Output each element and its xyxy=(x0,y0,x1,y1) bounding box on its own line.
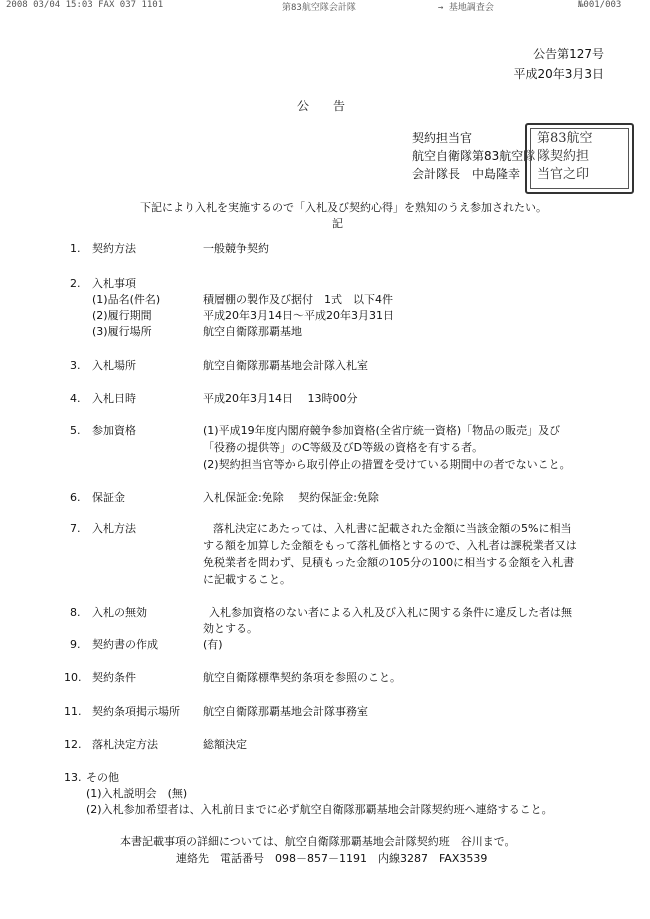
item-6-label: 保証金 xyxy=(92,491,125,504)
item-3-number: 3. xyxy=(70,359,81,372)
issuer-unit: 航空自衛隊第83航空隊 xyxy=(412,149,536,163)
item-5-number: 5. xyxy=(70,424,81,437)
item-5-line-2: 「役務の提供等」のC等級及びD等級の資格を有する者。 xyxy=(203,441,484,454)
item-7-number: 7. xyxy=(70,522,81,535)
item-12-number: 12. xyxy=(64,738,82,751)
item-13-line-2: (2)入札参加希望者は、入札前日までに必ず航空自衛隊那覇基地会計隊契約班へ連絡すること。 xyxy=(86,803,553,816)
fax-header-page: №001/003 xyxy=(578,0,622,10)
item-7-label: 入札方法 xyxy=(92,522,136,535)
item-11-label: 契約条項掲示場所 xyxy=(92,705,180,718)
item-7-line-3: 免税業者を問わず、見積もった金額の105分の100に相当する金額を入札書 xyxy=(203,556,575,569)
item-2-label: 入札事項 xyxy=(92,277,136,290)
item-8-line-2: 効とする。 xyxy=(203,622,258,635)
item-13-line-1: (1)入札説明会 (無) xyxy=(86,787,188,800)
item-9-number: 9. xyxy=(70,638,81,651)
item-5-line-3: (2)契約担当官等から取引停止の措置を受けている期間中の者でないこと。 xyxy=(203,458,571,471)
intro-text: 下記により入札を実施するので「入札及び契約心得」を熟知のうえ参加されたい。 xyxy=(140,201,547,214)
official-seal xyxy=(525,123,634,194)
issuer-name: 会計隊長 中島隆幸 xyxy=(412,167,521,181)
seal-text-line2: 隊契約担 xyxy=(537,149,590,164)
fax-header-recipient: → 基地調査会 xyxy=(438,3,494,13)
item-7-line-2: する額を加算した金額をもって落札価格とするので、入札者は課税業者又は xyxy=(203,539,577,552)
item-5-label: 参加資格 xyxy=(92,424,136,437)
item-2-sub-3-value: 航空自衛隊那覇基地 xyxy=(203,325,302,338)
item-4-number: 4. xyxy=(70,392,81,405)
item-10-label: 契約条件 xyxy=(92,671,136,684)
item-2-sub-2-label: (2)履行期間 xyxy=(92,309,152,322)
item-4-label: 入札日時 xyxy=(92,392,136,405)
item-5-line-1: (1)平成19年度内閣府競争参加資格(全省庁統一資格)「物品の販売」及び xyxy=(203,424,561,437)
item-2-sub-2-value: 平成20年3月14日～平成20年3月31日 xyxy=(203,309,394,322)
page-title: 公 告 xyxy=(297,99,346,113)
item-11-value: 航空自衛隊那覇基地会計隊事務室 xyxy=(203,705,368,718)
item-4-value: 平成20年3月14日 13時00分 xyxy=(203,392,358,405)
item-11-number: 11. xyxy=(64,705,82,718)
item-13-label: その他 xyxy=(86,771,119,784)
item-2-number: 2. xyxy=(70,277,81,290)
item-12-label: 落札決定方法 xyxy=(92,738,158,751)
issuer-title: 契約担当官 xyxy=(412,131,473,145)
item-3-value: 航空自衛隊那覇基地会計隊入札室 xyxy=(203,359,368,372)
notice-number: 公告第127号 xyxy=(533,47,604,61)
item-3-label: 入札場所 xyxy=(92,359,136,372)
item-6-value: 入札保証金:免除 契約保証金:免除 xyxy=(203,491,379,504)
fax-header-left: 2008 03/04 15:03 FAX 037 1101 xyxy=(6,0,164,10)
item-8-line-1: 入札参加資格のない者による入札及び入札に関する条件に違反した者は無 xyxy=(209,606,572,619)
item-10-value: 航空自衛隊標準契約条項を参照のこと。 xyxy=(203,671,401,684)
item-13-number: 13. xyxy=(64,771,82,784)
item-1-value: 一般競争契約 xyxy=(203,242,269,255)
notice-date: 平成20年3月3日 xyxy=(513,67,604,81)
item-12-value: 総額決定 xyxy=(203,738,247,751)
item-6-number: 6. xyxy=(70,491,81,504)
item-2-sub-1-value: 積層棚の製作及び据付 1式 以下4件 xyxy=(203,293,393,306)
seal-text-line3: 当官之印 xyxy=(537,167,590,182)
item-2-sub-3-label: (3)履行場所 xyxy=(92,325,152,338)
item-9-value: (有) xyxy=(203,638,223,651)
ki-heading: 記 xyxy=(332,217,343,230)
item-8-number: 8. xyxy=(70,606,81,619)
item-2-sub-1-label: (1)品名(件名) xyxy=(92,293,161,306)
seal-text-line1: 第83航空 xyxy=(537,131,593,146)
item-1-number: 1. xyxy=(70,242,81,255)
footer-contact-note: 本書記載事項の詳細については、航空自衛隊那覇基地会計隊契約班 谷川まで。 xyxy=(120,835,516,848)
footer-phone: 連絡先 電話番号 098－857－1191 内線3287 FAX3539 xyxy=(176,852,488,865)
item-8-label: 入札の無効 xyxy=(92,606,147,619)
item-10-number: 10. xyxy=(64,671,82,684)
item-1-label: 契約方法 xyxy=(92,242,136,255)
item-7-line-4: に記載すること。 xyxy=(203,573,291,586)
item-9-label: 契約書の作成 xyxy=(92,638,158,651)
fax-header-sender: 第83航空隊会計隊 xyxy=(282,3,356,13)
item-7-line-1: 落札決定にあたっては、入札書に記載された金額に当該金額の5%に相当 xyxy=(213,522,572,535)
